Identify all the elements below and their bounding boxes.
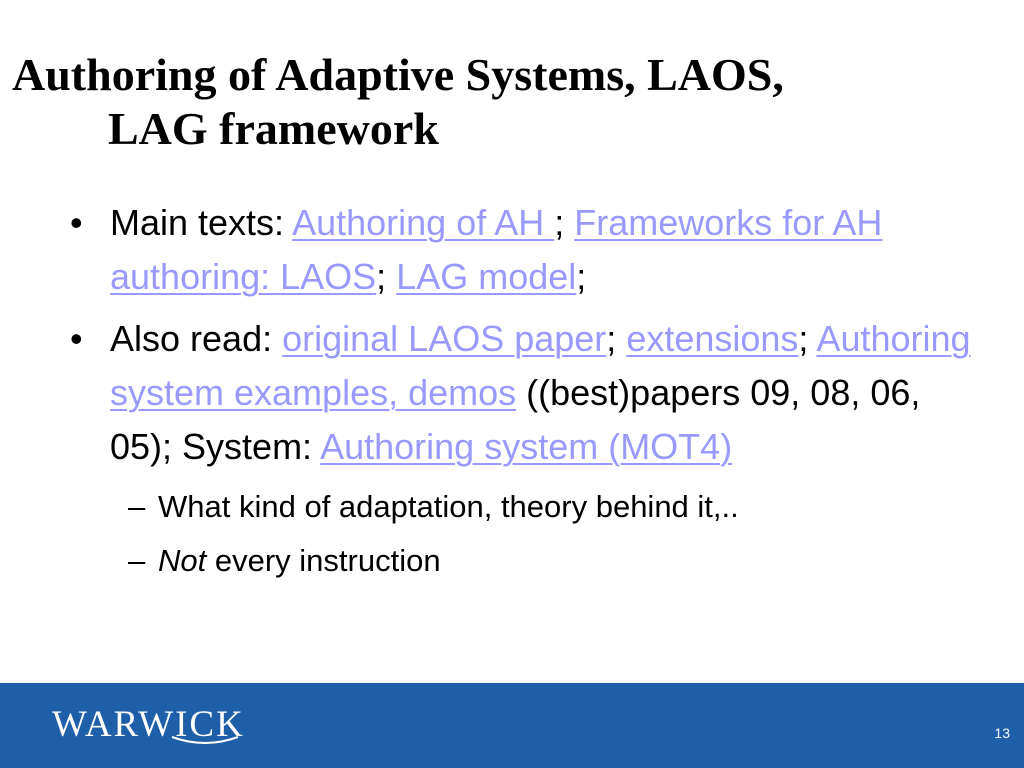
warwick-logo: WARWICK — [52, 704, 245, 745]
bullet-dot: • — [70, 318, 83, 359]
subbullet-instruction — [70, 536, 985, 586]
subbullet-adaptation — [70, 482, 985, 532]
subbullet-dash: – — [128, 543, 146, 578]
bullet-lead: Also read: — [110, 318, 283, 359]
title-line-2: LAG framework — [108, 103, 439, 154]
title-line-1: Authoring of Adaptive Systems, LAOS, — [12, 49, 784, 100]
bullet-also-read — [70, 312, 985, 474]
subbullet-dash: – — [128, 489, 146, 524]
link-frameworks-laos[interactable]: Frameworks for AH authoring: LAOS — [110, 202, 883, 297]
slide-title — [12, 48, 1012, 156]
subbullet-text: What kind of adaptation, theory behind it,.. — [158, 489, 739, 524]
link-extensions[interactable]: extensions — [626, 318, 799, 359]
separator: ; — [798, 318, 817, 359]
bullet-main-texts — [70, 196, 985, 304]
subbullet-emphasis: Not — [158, 543, 207, 578]
subbullet-text: every instruction — [206, 543, 441, 578]
slide-content — [70, 196, 985, 586]
link-authoring-system-examples[interactable]: Authoring system examples, demos — [110, 318, 971, 413]
link-original-laos-paper[interactable]: original LAOS paper — [282, 318, 607, 359]
link-authoring-system-mot4[interactable]: Authoring system (MOT4) — [320, 426, 733, 467]
separator: ; — [606, 318, 627, 359]
page-number: 13 — [994, 725, 1010, 741]
bullet-lead: Main texts: — [110, 202, 293, 243]
separator: ; — [554, 202, 575, 243]
separator: ; — [576, 256, 587, 297]
logo-swoosh-icon — [170, 733, 240, 747]
link-lag-model[interactable]: LAG model — [396, 256, 577, 297]
bullet-dot: • — [70, 202, 83, 243]
footer-bar — [0, 683, 1024, 768]
separator: ; — [376, 256, 397, 297]
link-authoring-of-ah[interactable]: Authoring of AH — [292, 202, 555, 243]
bullet-middle-text: ((best)papers 09, 08, 06, 05); System: — [110, 372, 921, 467]
